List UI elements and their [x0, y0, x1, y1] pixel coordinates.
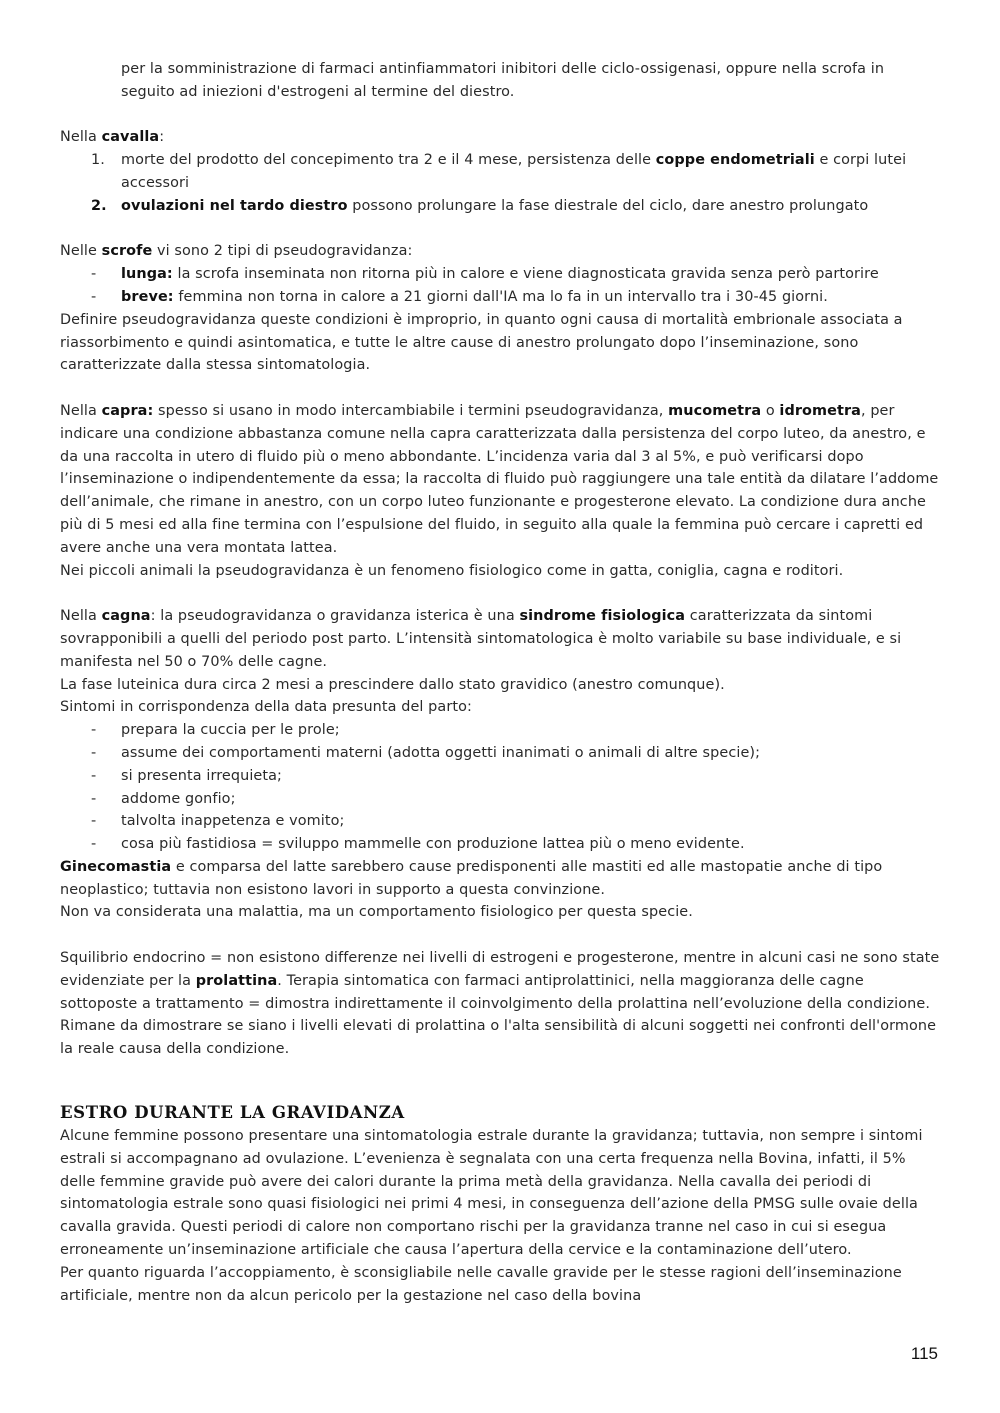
scrofe-item-1: [60, 263, 940, 286]
symptom-text: prepara la cuccia per le prole;: [121, 722, 340, 739]
cagna-text-2: caratterizzata da sintomi sovrapponibili a quelli del periodo post parto. L’intensità sintomatologica è molto variabile su base individuale, e si manifesta nel 50 o 70% delle cagne.: [60, 608, 902, 670]
scrofe-term: scrofe: [101, 243, 153, 260]
capra-text-1: spesso si usano in modo intercambiabile i termini pseudogravidanza,: [153, 402, 669, 419]
capra-bold-mucometra: mucometra: [668, 402, 762, 419]
capra-paragraph: [60, 400, 940, 560]
list-marker: 2.: [91, 197, 107, 214]
section-heading: ESTRO DURANTE LA GRAVIDANZA: [60, 1103, 405, 1123]
small-animals-paragraph: Nei piccoli animali la pseudogravidanza è un fenomeno fisiologico come in gatta, coniglia, cagna e roditori.: [60, 562, 844, 579]
ginecomastia-term: Ginecomastia: [60, 858, 172, 875]
cavalla-intro: [60, 126, 940, 149]
scrofe-item-2: [60, 286, 940, 309]
not-disease-paragraph: Non va considerata una malattia, ma un comportamento fisiologico per questa specie.: [60, 904, 693, 921]
list-marker: -: [91, 790, 97, 807]
capra-text-2: o: [761, 402, 780, 419]
symptom-item: [60, 765, 940, 788]
symptom-item: [60, 742, 940, 765]
list-marker: -: [91, 266, 97, 283]
cagna-paragraph: [60, 605, 940, 673]
cavalla-item-1: [60, 149, 940, 195]
symptom-text: cosa più fastidiosa = sviluppo mammelle con produzione lattea più o meno evidente.: [121, 836, 745, 853]
symptom-text: addome gonfio;: [121, 790, 236, 807]
cavalla-colon: :: [159, 129, 165, 146]
cavalla-item-1-pre: morte del prodotto del concepimento tra 2 e il 4 mese, persistenza delle: [121, 152, 656, 169]
spacer: [60, 218, 940, 241]
cagna-symptoms-intro: Sintomi in corrispondenza della data presunta del parto:: [60, 699, 472, 716]
symptom-item: [60, 833, 940, 856]
scrofe-intro: [60, 240, 940, 263]
cavalla-item-2: [60, 195, 940, 218]
cavalla-term: cavalla: [101, 129, 160, 146]
scrofe-rest: vi sono 2 tipi di pseudogravidanza:: [152, 243, 413, 260]
spacer: [60, 924, 940, 947]
list-marker: -: [91, 744, 97, 761]
symptom-text: si presenta irrequieta;: [121, 767, 282, 784]
squilibrio-text-1: Squilibrio endocrino = non esistono differenze nei livelli di estrogeni e progesterone, mentre in alcuni casi ne sono state evidenziate per la: [60, 950, 940, 989]
cagna-luteal: La fase luteinica dura circa 2 mesi a prescindere dallo stato gravidico (anestro comunque).: [60, 676, 725, 693]
page-number: 115: [910, 1344, 938, 1363]
cagna-term: cagna: [101, 608, 151, 625]
symptom-text: assume dei comportamenti materni (adotta oggetti inanimati o animali di altre specie);: [121, 744, 761, 761]
spacer: [60, 377, 940, 400]
list-marker: -: [91, 767, 97, 784]
prolattina-term: prolattina: [195, 972, 278, 989]
capra-text-3: , per indicare una condizione abbastanza comune nella capra caratterizzata dalla persistenza del corpo luteo, da anestro, e da una raccolta in utero di fluido più o meno abbondante. L’incidenza varia dal 3 al 5%, e può verificarsi dopo l’inseminazione o indipendentemente da essa; la raccolta di fluido può raggiungere una tale entità da dilatare l’addome dell’animale, che rimane in anestro, con un corpo luteo funzionante e progesterone elevato. La condizione dura anche più di 5 mesi ed alla fine termina con l’espulsione del fluido, in seguito alla quale la femmina può cercare i capretti ed avere anche una vera montata lattea.: [60, 402, 939, 556]
squilibrio-text-2: . Terapia sintomatica con farmaci antiprolattinici, nella maggioranza delle cagne sottoposte a trattamento = dimostra indirettamente il coinvolgimento della prolattina nell’evoluzione della condizione. Rimane da dimostrare se siano i livelli elevati di prolattina o l'alta sensibilità di alcuni soggetti nei confronti dell'ormone la reale causa della condizione.: [60, 972, 937, 1058]
cagna-bold-sindrome: sindrome fisiologica: [519, 608, 686, 625]
scrofe-note: Definire pseudogravidanza queste condizioni è improprio, in quanto ogni causa di mortalità embrionale associata a riassorbimento e quindi asintomatica, e tutte le altre cause di anestro prolungato dopo l’inseminazione, sono caratterizzate dalla stessa sintomatologia.: [60, 311, 903, 374]
list-marker: -: [91, 288, 97, 305]
scrofe-item-2-text: femmina non torna in calore a 21 giorni dall'IA ma lo fa in un intervallo tra i 30-45 giorni.: [173, 288, 828, 305]
ginecomastia-paragraph: [60, 856, 940, 902]
estro-paragraph-2: Per quanto riguarda l’accoppiamento, è sconsigliabile nelle cavalle gravide per le stesse ragioni dell’inseminazione artificiale, mentre non da alcun pericolo per la gestazione nel caso della bovina: [60, 1264, 902, 1304]
scrofe-item-1-text: la scrofa inseminata non ritorna più in calore e viene diagnosticata gravida senza però partorire: [172, 266, 879, 283]
spacer: [60, 582, 940, 605]
squilibrio-paragraph: [60, 947, 940, 1061]
estro-paragraph-1: Alcune femmine possono presentare una sintomatologia estrale durante la gravidanza; tuttavia, non sempre i sintomi estrali si accompagnano ad ovulazione. L’evenienza è segnalata con una certa frequenza nella Bovina, infatti, il 5% delle femmine gravide può avere dei calori durante la prima metà della gravidanza. Nella cavalla dei periodi di sintomatologia estrale sono quasi fisiologici nei primi 4 mesi, in conseguenza dell’azione della PMSG sulle ovaie della cavalla gravida. Questi periodi di calore non comportano rischi per la gravidanza tranne nel caso in cui si esegua erroneamente un’inseminazione artificiale che causa l’apertura della cervice e la contaminazione dell’utero.: [60, 1128, 923, 1259]
symptom-item: [60, 810, 940, 833]
capra-term: capra:: [101, 402, 154, 419]
list-marker: -: [91, 836, 97, 853]
scrofe-item-2-bold: breve:: [121, 288, 174, 305]
cavalla-lead: Nella: [60, 129, 102, 146]
cavalla-item-2-bold: ovulazioni nel tardo diestro: [121, 197, 348, 214]
symptom-text: talvolta inappetenza e vomito;: [121, 813, 345, 830]
scrofe-lead: Nelle: [60, 243, 102, 260]
scrofe-item-1-bold: lunga:: [121, 266, 173, 283]
cavalla-item-2-post: possono prolungare la fase diestrale del ciclo, dare anestro prolungato: [347, 197, 869, 214]
spacer: [60, 104, 940, 127]
document-body: [60, 58, 940, 1307]
capra-lead: Nella: [60, 402, 102, 419]
symptom-item: [60, 788, 940, 811]
list-marker: -: [91, 722, 97, 739]
symptom-item: [60, 719, 940, 742]
capra-bold-idrometra: idrometra: [779, 402, 861, 419]
cavalla-item-1-post: e corpi lutei accessori: [121, 152, 907, 191]
ginecomastia-text: e comparsa del latte sarebbero cause predisponenti alle mastiti ed alle mastopatie anche di tipo neoplastico; tuttavia non esistono lavori in supporto a questa convinzione.: [60, 858, 883, 898]
list-marker: -: [91, 813, 97, 830]
list-marker: 1.: [91, 152, 105, 169]
cagna-lead: Nella: [60, 608, 102, 625]
cavalla-item-1-bold: coppe endometriali: [655, 152, 815, 169]
intro-continuation: per la somministrazione di farmaci antinfiammatori inibitori delle ciclo-ossigenasi, oppure nella scrofa in seguito ad iniezioni d'estrogeni al termine del diestro.: [121, 61, 885, 100]
cagna-text-1: : la pseudogravidanza o gravidanza isterica è una: [150, 608, 520, 625]
